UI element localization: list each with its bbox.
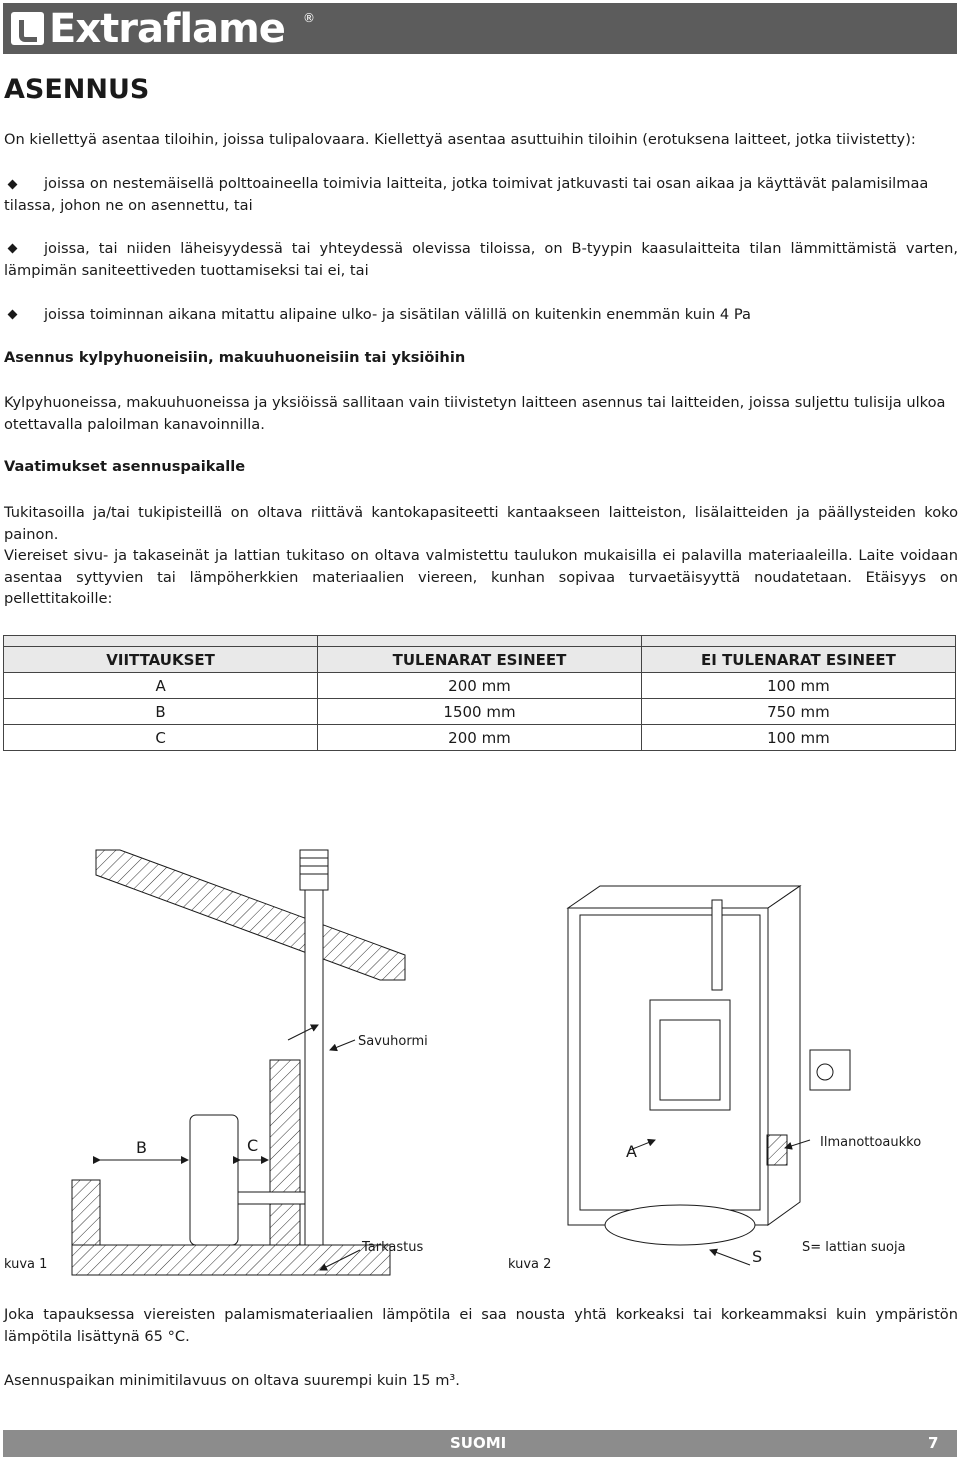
table-cell: 200 mm [318,725,642,751]
room-top [568,886,800,908]
table-cell: 100 mm [641,673,955,699]
bullet-item-1: joissa on nestemäisellä polttoaineella toimivia laitteita, jotka toimivat jatkuvasti tai osan aikaa ja käyttävät palamisilmaa tilassa, johon ne on asennettu, tai [4,175,929,214]
brand-name: Extraflame [49,6,285,52]
chimney-cap [300,850,328,890]
intro-text: On kiellettyä asentaa tiloihin, joissa tulipalovaara. Kiellettyä asentaa asuttuihin tiloihin (erotuksena laitteet, jotka tiivistetty): [4,131,916,148]
table-cell: A [4,673,318,699]
table-cell: 750 mm [641,699,955,725]
label-b: B [136,1138,147,1157]
section-heading-requirements: Vaatimukset asennuspaikalle [4,458,246,475]
label-savuhormi: Savuhormi [358,1034,428,1049]
requirements-text-1: Tukitasoilla ja/tai tukipisteillä on oltava riittävä kantokapasiteetti kantaakseen laitteiston, lisälaitteiden ja päällysteiden koko painon. [4,504,958,543]
distance-table [3,635,956,751]
stove-side-view [190,1115,238,1245]
table-row [4,673,956,699]
label-tarkastus: Tarkastus [362,1240,424,1255]
table-cell: 1500 mm [318,699,642,725]
label-a: A [626,1142,637,1161]
table-row [4,699,956,725]
label-kuva-2: kuva 2 [508,1257,552,1272]
table-cell: 100 mm [641,725,955,751]
flue-pipe [305,890,323,1245]
label-kuva-1: kuva 1 [4,1257,48,1272]
label-c: C [247,1136,259,1155]
footer-bar [3,1430,957,1457]
floor-protection [605,1205,755,1245]
label-s: S [752,1247,763,1266]
table-header-spacer [4,636,956,647]
air-intake-icon [817,1064,833,1080]
section-heading-bathrooms: Asennus kylpyhuoneisiin, makuuhuoneisiin tai yksiöihin [4,349,466,366]
back-wall-hatch [270,1060,300,1245]
installation-figure [0,830,960,1290]
table-header-flammable: TULENARAT ESINEET [318,647,642,673]
label-ilmanottoaukko: Ilmanottoaukko [820,1135,922,1150]
label-s-description: S= lattian suoja [802,1240,906,1255]
section-text-bathrooms: Kylpyhuoneissa, makuuhuoneissa ja yksiöissä sallitaan vain tiivistetyn laitteen asennus tai laitteiden, joissa suljettu tulisija ulkoa otettavalla paloilman kanavoinnilla. [4,394,946,433]
stove-flue [712,900,722,990]
table-cell: C [4,725,318,751]
requirements-text-2: Viereiset sivu- ja takaseinät ja lattian tukitaso on oltava valmistettu taulukon mukaisilla ei palavilla materiaaleilla. Laite voidaan asentaa syttyvien tai lämpöherkkien materiaalien viereen, kunhan sopivaa turvaetäisyyttä noudatetaan. Etäisyys on pellettitakoille: [4,547,958,607]
footer-language: SUOMI [450,1434,507,1452]
vent-grille [767,1135,787,1165]
figure-1-diagram [4,850,428,1275]
table-header-nonflammable: EI TULENARAT ESINEET [641,647,955,673]
table-header-references: VIITTAUKSET [4,647,318,673]
table-cell: B [4,699,318,725]
connector-pipe [238,1192,305,1204]
page-number: 7 [928,1434,939,1452]
page-title: ASENNUS [4,74,150,105]
header-bar [3,3,957,54]
closing-text-1: Joka tapauksessa viereisten palamismateriaalien lämpötila ei saa nousta yhtä korkeaksi tai korkeammaksi kuin ympäristön lämpötila lisättynä 65 °C. [4,1306,958,1345]
roof-hatch [96,850,405,980]
stove-front-view [650,1000,730,1110]
left-wall-hatch [72,1180,100,1245]
figure-2-diagram [508,886,921,1272]
room-side-wall [768,886,800,1225]
table-row [4,725,956,751]
registered-mark: ® [303,11,315,25]
bullet-item-3: joissa toiminnan aikana mitattu alipaine ulko- ja sisätilan välillä on kuitenkin enemmän kuin 4 Pa [44,306,751,323]
table-header-row [4,647,956,673]
brand-logo-icon [11,12,44,45]
table-cell: 200 mm [318,673,642,699]
closing-text-2: Asennuspaikan minimitilavuus on oltava suurempi kuin 15 m³. [4,1372,460,1389]
bullet-item-2: joissa, tai niiden läheisyydessä tai yhteydessä olevissa tiloissa, on B-tyypin kaasulaitteita tilan lämmittämistä varten, lämpimän saniteettiveden tuottamiseksi tai ei, tai [4,240,958,279]
floor-hatch [72,1245,390,1275]
